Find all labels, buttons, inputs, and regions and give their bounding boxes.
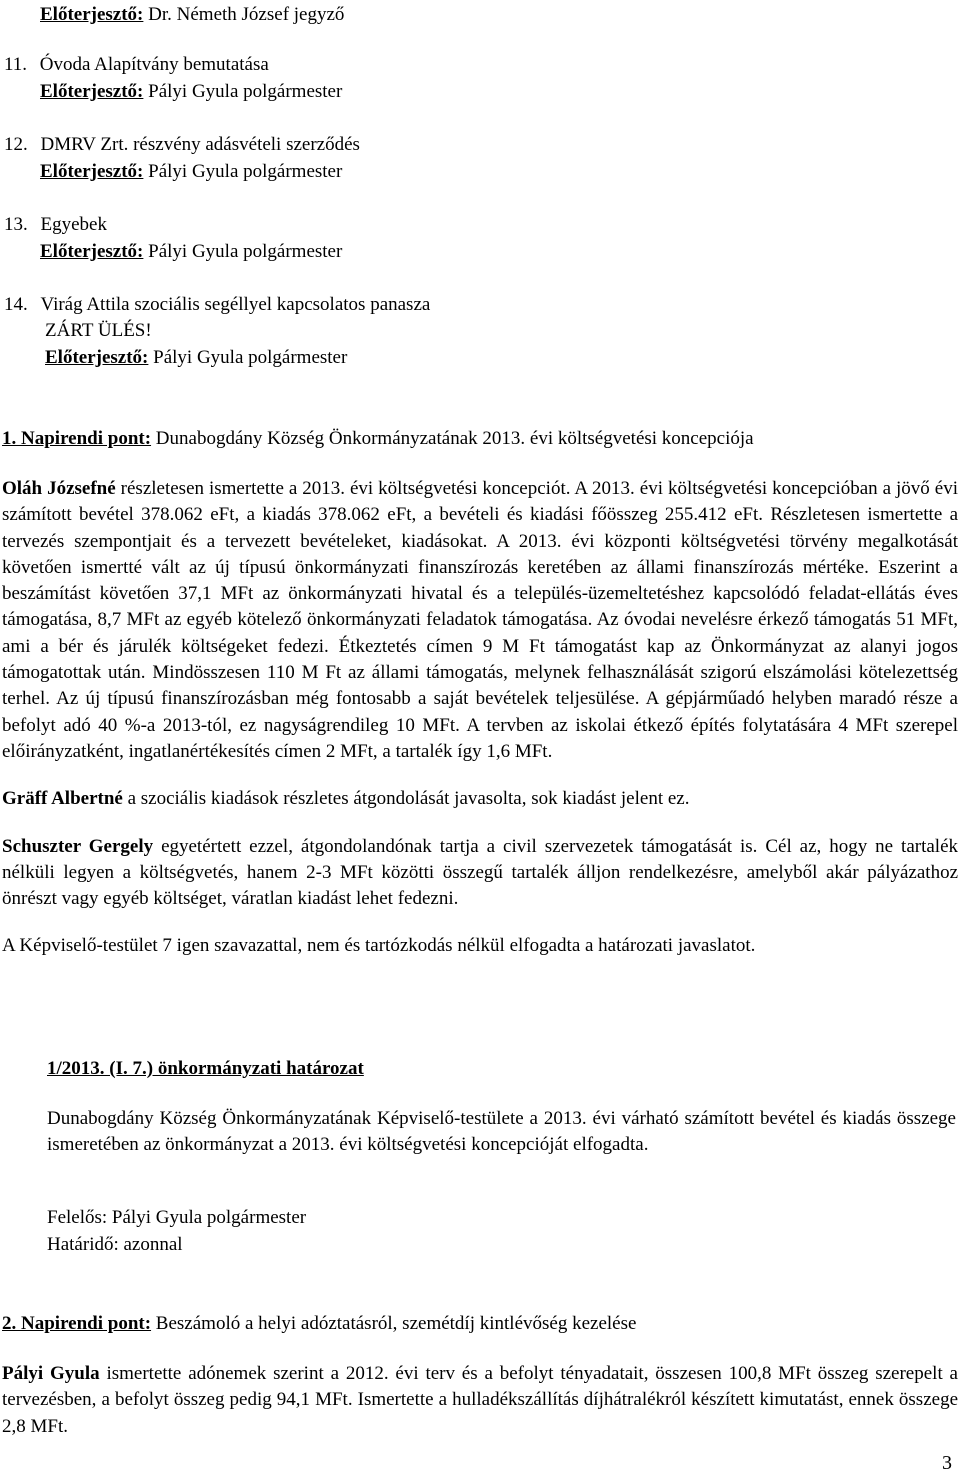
agenda-item-12-presenter [40, 161, 342, 183]
agenda-item-11-presenter [40, 81, 342, 103]
resolution-text: Dunabogdány Község Önkormányzatának Képviselő-testülete a 2013. évi várható számított bevétel és kiadás összege ismeretében az önkormányzat a 2013. évi költségvetési koncepcióját elfogadta. [47, 1108, 956, 1156]
agenda-item-number: 13. [4, 214, 28, 235]
presenter-name: Pályi Gyula polgármester [148, 241, 343, 262]
presenter-name: Pályi Gyula polgármester [148, 81, 343, 102]
closed-session-note: ZÁRT ÜLÉS! [45, 320, 152, 341]
agenda-item-title: Virág Attila szociális segéllyel kapcsolatos panasza [40, 294, 431, 315]
agenda-item-13 [4, 214, 107, 236]
paragraph-text: a szociális kiadások részletes átgondolását javasolta, sok kiadást jelent ez. [122, 788, 690, 810]
agenda-item-title: Egyebek [40, 214, 107, 235]
agenda-item-14 [4, 294, 430, 316]
agenda-item-12 [4, 134, 360, 156]
presenter-name: Pályi Gyula polgármester [153, 347, 348, 368]
presenter-label: Előterjesztő: [40, 161, 144, 182]
speaker-name: Oláh Józsefné [2, 478, 116, 499]
speaker-name: Gräff Albertné [2, 788, 123, 810]
paragraph-text: ismertette adónemek szerint a 2012. évi terv és a befolyt tényadatait, összesen 100,8 MFt összeg szerepelt a tervezésben, a befolyt összeg pedig 94,1 MFt. Ismertette a hulladékszállítás díjhátralékról készített kimutatást, ennek összege 2,8 MFt. [2, 1363, 958, 1437]
section-heading-label: 1. Napirendi pont: [2, 428, 152, 449]
section-heading-text: Dunabogdány Község Önkormányzatának 2013. évi költségvetési koncepciója [155, 428, 754, 449]
paragraph-text: részletesen ismertette a 2013. évi költségvetési koncepciót. A 2013. évi költségvetési koncepcióban a jövő évi számított bevétel 378.062 eFt, a kiadás 378.062 eFt, a bevételi és kiadási főösszeg 255.412 eFt. Részletesen ismertette a tervezés szempontjait és a tervezett bevételeket, kiadásokat. A 2013. évi központi költségvetési törvény megalkotását követően ismertté vált az új típusú önkormányzati finanszírozás keretében az állami finanszírozás mértéke. Eszerint a beszámítást követően 37,1 MFt az önkormányzati hivatal és a település-üzemeltetéshez kapcsolódó feladat-ellátás éves támogatása, 8,7 MFt az egyéb kötelező önkormányzati feladatok támogatása. Az óvodai nevelésre érkező támogatás 51 MFt, ami a bér és járulék költségeket fedezi. Étkeztetés címen 9 M Ft támogatást kap az Önkormányzat az alanyi jogos támogatottak után. Mindösszesen 110 M Ft az állami támogatás, melynek felhasználását szigorú elszámolási kötelezettség terhel. Az új típusú finanszírozásban még fontosabb a saját bevételek teljesülése. A gépjárműadó helyben maradó része a befolyt adó 40 %-a 2013-tól, ez nagyságrendileg 10 MFt. A tervben az iskolai étkező építés folytatására 4 MFt szerepel előirányzatként, ingatlanértékesítés címen 2 MFt, a tartalék így 1,6 MFt. [2, 478, 958, 762]
paragraph-schuszter [2, 834, 958, 913]
responsible-line: Felelős: Pályi Gyula polgármester [47, 1207, 307, 1228]
agenda-item-11 [4, 54, 269, 76]
agenda-item-title: Óvoda Alapítvány bemutatása [39, 54, 269, 75]
presenter-name: Pályi Gyula polgármester [148, 161, 343, 182]
paragraph-text: egyetértett ezzel, átgondolandónak tartja a civil szervezetek támogatását is. Cél az, hogy ne tartalék nélküli legyen a költségvetés, hanem 2-3 MFt közötti összegű tartalék álljon rendelkezésre, amelyből akár pályázathoz önrészt vagy egyéb költséget, váratlan kiadást lehet fedezni. [2, 835, 959, 910]
agenda-item-14-presenter [45, 347, 347, 369]
section-2-body [2, 1361, 958, 1440]
section-1-body [2, 476, 958, 960]
page-number: 3 [942, 1452, 952, 1474]
vote-result: A Képviselő-testület 7 igen szavazattal, nem és tartózkodás nélkül elfogadta a határozati javaslatot. [2, 935, 756, 957]
section-heading-label: 2. Napirendi pont: [2, 1313, 152, 1334]
resolution-title: 1/2013. (I. 7.) önkormányzati határozat [47, 1058, 364, 1079]
section-2-heading [2, 1313, 636, 1335]
presenter-label: Előterjesztő: [40, 4, 144, 25]
presenter-label: Előterjesztő: [40, 241, 144, 262]
agenda-item-number: 11. [4, 54, 28, 75]
presenter-name: Dr. Németh József jegyző [148, 4, 345, 25]
paragraph-palyi [2, 1361, 958, 1440]
paragraph-olah [2, 476, 958, 765]
speaker-name: Schuszter Gergely [2, 835, 154, 857]
presenter-label: Előterjesztő: [40, 81, 144, 102]
agenda-item-number: 12. [4, 134, 28, 155]
paragraph-graff [2, 786, 958, 812]
agenda-item-number: 14. [4, 294, 28, 315]
speaker-name: Pályi Gyula [2, 1363, 100, 1384]
agenda-item-title: DMRV Zrt. részvény adásvételi szerződés [40, 134, 360, 155]
presenter-label: Előterjesztő: [45, 347, 149, 368]
deadline-line: Határidő: azonnal [47, 1234, 183, 1255]
section-heading-text: Beszámoló a helyi adóztatásról, szemétdíj kintlévőség kezelése [155, 1313, 637, 1334]
first-presenter-line [40, 4, 344, 26]
agenda-item-13-presenter [40, 241, 342, 263]
section-1-heading [2, 428, 754, 450]
